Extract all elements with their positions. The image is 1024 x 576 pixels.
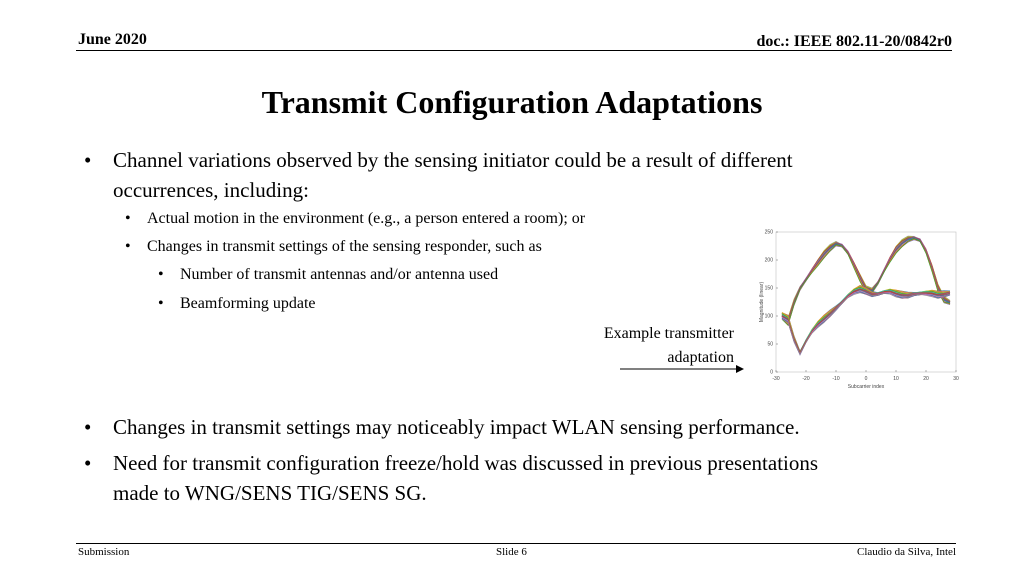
x-tick-label: 30 [953,376,959,382]
y-tick-label: 200 [764,257,773,264]
y-tick-label: 150 [764,285,773,292]
plot-frame [776,232,956,372]
subcarrier-magnitude-chart [756,226,966,392]
bullet-text-line: occurrences, including: [113,178,309,202]
header-divider [76,50,952,51]
sub-sub-bullet-antennas: • Number of transmit antennas and/or antenna used [158,266,499,283]
x-tick-label: -30 [772,376,780,382]
x-tick-label: 20 [923,376,929,382]
x-tick-label: 0 [864,376,868,382]
x-tick-label: -10 [832,376,840,382]
sub-sub-bullet-beamforming: • Beamforming update [158,295,316,312]
y-tick-label: 100 [764,313,773,320]
arrow-icon [620,362,746,376]
header-date: June 2020 [78,31,147,48]
y-tick-label: 0 [770,369,773,376]
bullet-channel-variations [84,145,793,205]
bullet-text-line: Channel variations observed by the sensing initiator could be a result of different [113,148,793,172]
footer-author: Claudio da Silva, Intel [857,546,956,558]
chart-caption: Example transmitter adaptation [603,325,734,366]
bullet-freeze-hold: • Need for transmit configuration freeze/hold was discussed in previous presentations made to WNG/SENS TIG/SENS SG. [84,451,819,505]
footer-divider [76,543,956,544]
footer-slide-number: Slide 6 [496,546,527,558]
sub-bullet-motion: • Actual motion in the environment (e.g., a person entered a room); or [125,210,586,227]
slide-title: Transmit Configuration Adaptations [261,84,763,120]
bullet-dot: • [84,148,92,172]
bullet-impact: • Changes in transmit settings may noticeably impact WLAN sensing performance. [84,415,800,439]
sub-bullet-transmit-settings: • Changes in transmit settings of the sensing responder, such as [125,238,542,255]
y-tick-label: 50 [767,341,773,348]
y-axis-label: Magnitude (linear) [759,281,765,323]
x-tick-label: 10 [893,376,899,382]
header-doc-id: doc.: IEEE 802.11-20/0842r0 [756,33,952,50]
footer-submission: Submission [78,546,130,558]
x-axis-label: Subcarrier index [847,384,885,390]
y-tick-label: 250 [764,229,773,236]
x-tick-label: -20 [802,376,810,382]
